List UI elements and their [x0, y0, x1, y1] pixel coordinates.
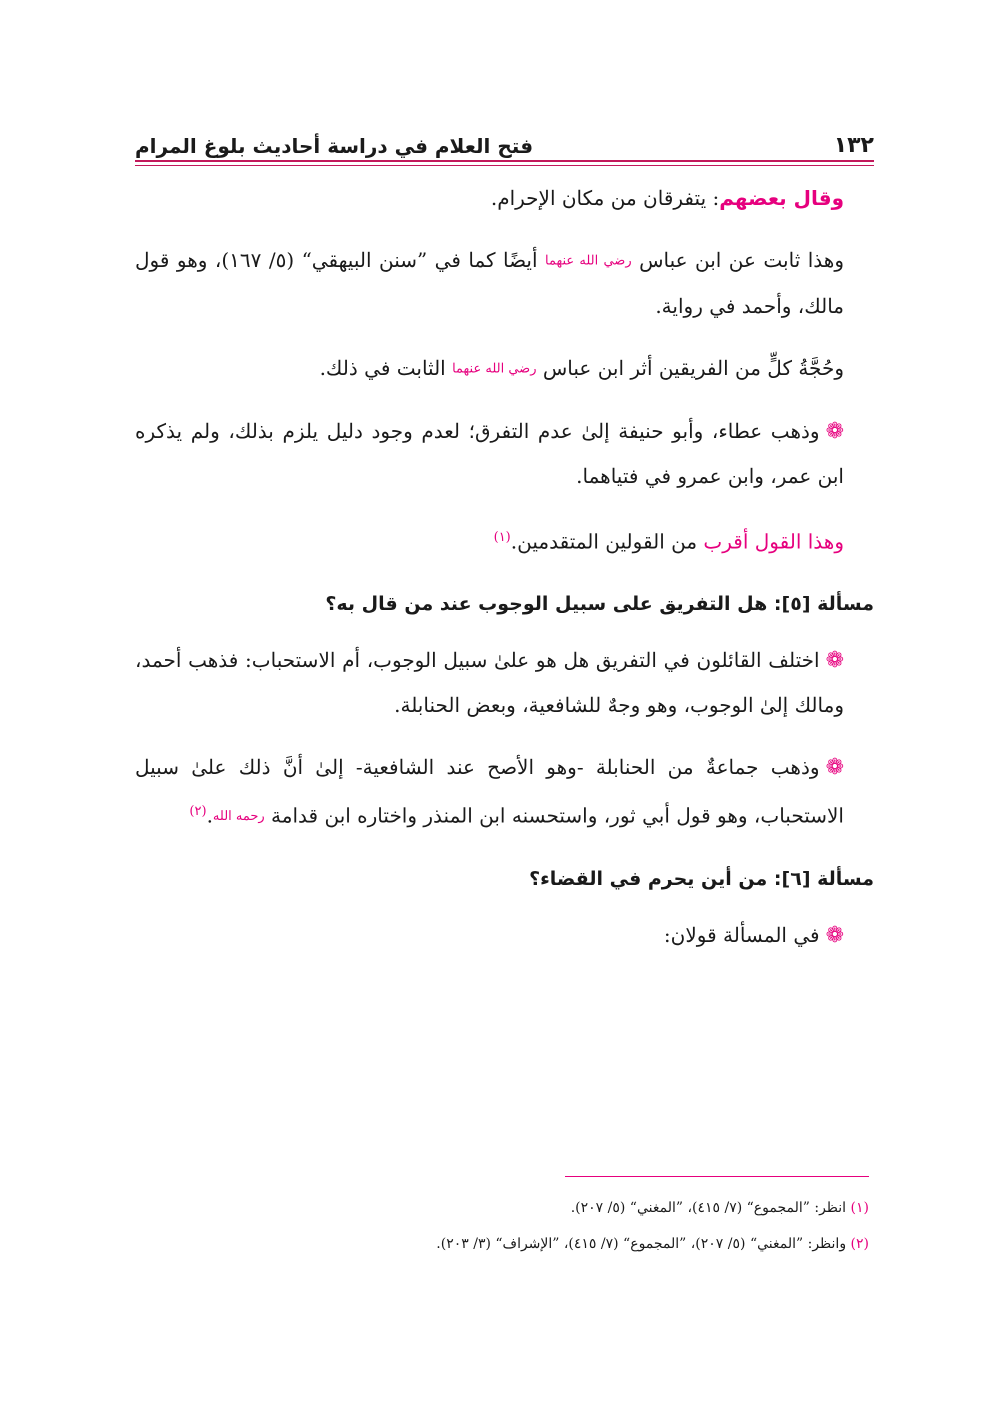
paragraph-8: ❁في المسألة قولان: — [663, 922, 844, 948]
paragraph-2: وهذا ثابت عن ابن عباس رضي الله عنهما أيضًا كما في ”سنن البيهقي“ (٥/ ١٦٧)، وهو قول مالك، وأحمد في رواية. — [135, 248, 844, 318]
paragraph-7: ❁وذهب جماعةٌ من الحنابلة -وهو الأصح عند الشافعية- إلىٰ أنَّ ذلك علىٰ سبيل الاستحباب، وهو قول أبي ثور، واستحسنه ابن المنذر واختاره ابن قدامة رحمه الله.$^{(٢)}$ — [135, 754, 844, 828]
header-rule-thin — [135, 165, 874, 166]
paragraph-3: وحُجَّةُ كلٍّ من الفريقين أثر ابن عباس رضي الله عنهما الثابت في ذلك. — [319, 355, 844, 380]
footnote-2: (٢) وانظر: ”المغني“ (٥/ ٢٠٧)، ”المجموع“ (٧/ ٤١٥)، ”الإشراف“ (٣/ ٢٠٣). — [436, 1236, 869, 1252]
flower-bullet-icon: ❁ — [825, 419, 844, 444]
header-rule-thick — [135, 160, 874, 162]
section-heading-6: مسألة [٦]: من أين يحرم في القضاء؟ — [529, 867, 874, 890]
flower-bullet-icon: ❁ — [825, 647, 844, 673]
paragraph-lead: وقال بعضهم — [719, 186, 844, 210]
section-heading-5: مسألة [٥]: هل التفريق على سبيل الوجوب عند من قال به؟ — [325, 592, 874, 615]
paragraph-1: وقال بعضهم: يتفرقان من مكان الإحرام. — [490, 186, 844, 210]
page-number: ١٣٢ — [833, 133, 874, 158]
footnote-1: (١) انظر: ”المجموع“ (٧/ ٤١٥)، ”المغني“ (٥/ ٢٠٧). — [570, 1200, 869, 1216]
page-header — [135, 118, 874, 158]
paragraph-4: ❁وذهب عطاء، وأبو حنيفة إلىٰ عدم التفرق؛ لعدم وجود دليل يلزم بذلك، ولم يذكره ابن عمر، وابن عمرو في فتياهما. — [135, 419, 844, 488]
footnotes — [135, 1190, 869, 1262]
flower-bullet-icon: ❁ — [825, 922, 844, 948]
footnote-separator — [565, 1176, 869, 1177]
paragraph-6: ❁اختلف القائلون في التفريق هل هو علىٰ سبيل الوجوب، أم الاستحباب: فذهب أحمد، ومالك إلىٰ الوجوب، وهو وجهٌ للشافعية، وبعض الحنابلة. — [135, 647, 844, 717]
paragraph-5: وهذا القول أقرب من القولين المتقدمين.$^{(١)}$ — [493, 529, 844, 554]
footnote-ref-2[interactable]: (٢) — [189, 803, 207, 819]
flower-bullet-icon: ❁ — [825, 754, 844, 780]
main-text — [135, 176, 874, 976]
honorific: رحمه الله — [212, 808, 265, 824]
honorific: رضي الله عنهما — [545, 253, 632, 269]
highlight-text: وهذا القول أقرب — [703, 529, 844, 554]
footnote-ref-1[interactable]: (١) — [493, 530, 511, 545]
running-title: فتح العلام في دراسة أحاديث بلوغ المرام — [135, 134, 534, 158]
honorific: رضي الله عنهما — [452, 361, 537, 376]
